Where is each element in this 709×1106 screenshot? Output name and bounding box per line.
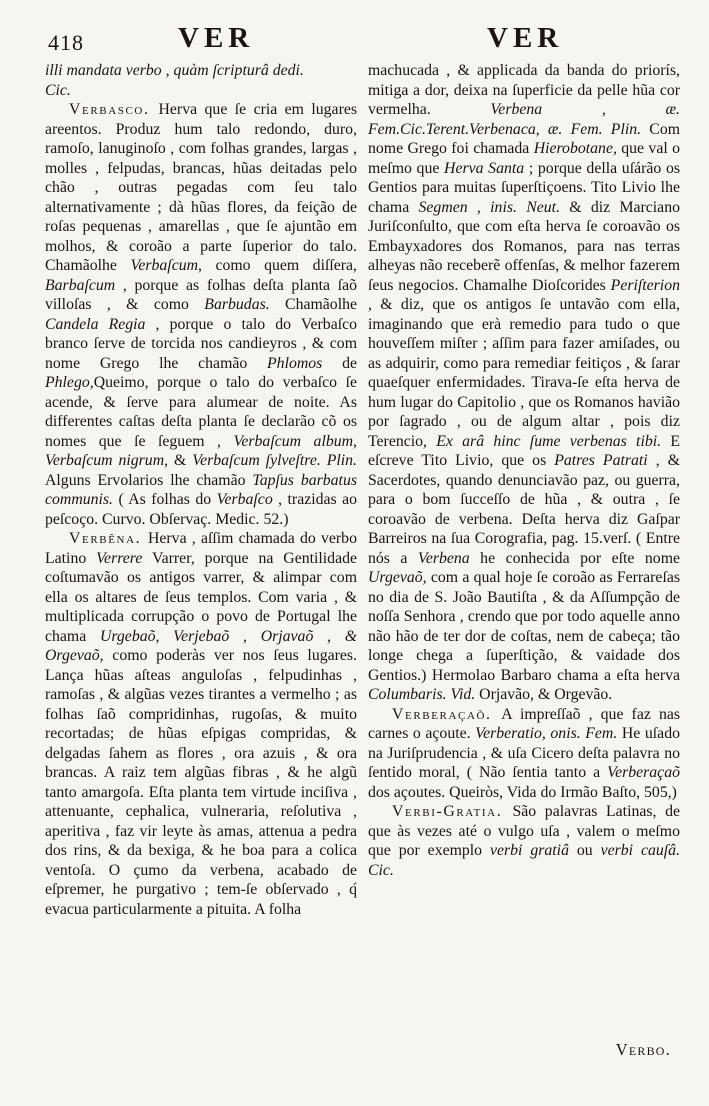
page-number: 418 xyxy=(48,30,84,55)
italic-text: Verbaſcum, xyxy=(130,257,202,274)
italic-text: Urgevaõ, xyxy=(368,569,427,586)
entry-headword: Verberaçaõ. xyxy=(392,705,502,723)
running-head-right: VER xyxy=(487,22,564,54)
italic-text: Ex arâ hinc ſume verbenas tibi. xyxy=(436,432,662,450)
italic-text: Phlego, xyxy=(45,374,94,391)
roman-text: Alguns Ervolarios lhe chamão xyxy=(45,471,253,489)
right-column xyxy=(368,61,680,1059)
roman-text: com a qual hoje ſe coroão as Ferrareſas no dia de S. João Bautiſta , & da Aſſumpção de noſſa Senhora , crendo que por todo aquelle anno não hão de ter dor de coſtas, nem de cabeça; tão longe chega a ſuperſtição, & vaidade dos Gentios.) Hermolao Barbaro chama a eſta herva xyxy=(368,569,680,684)
roman-text: ; porque della uſárão os Gentios para muitas ſuperſtiçoens. Tito Livio lhe chama xyxy=(368,159,680,216)
entry-verbena xyxy=(45,529,357,919)
roman-text: Orjavão, & Orgevão. xyxy=(475,686,613,703)
entry-verbasco xyxy=(45,100,357,529)
italic-text: Verberaçaõ xyxy=(607,764,680,781)
roman-text: dos açoutes. Queiròs, Vida do Irmão Baſto, 505,) xyxy=(368,783,677,801)
italic-text: verbi gratiâ xyxy=(489,842,569,859)
roman-text: como quem diſſera, xyxy=(201,257,357,274)
italic-text: Hierobotane, xyxy=(533,140,617,157)
italic-text: Verbaſco xyxy=(216,491,273,508)
roman-text: machucada , & applicada da banda do priorís, mitiga a dor, deixa na ſuperficie da pelle hũa cor vermelha. xyxy=(368,62,680,118)
italic-text: Verbaſcum album, Verbaſcum nigrum, xyxy=(45,432,357,469)
roman-text: Com nome Grego foi chamada xyxy=(368,120,680,157)
italic-text: verbi cauſâ. Cic. xyxy=(368,842,680,879)
entry-headword: Verbi-Gratia. xyxy=(392,803,513,820)
italic-text: Verrere xyxy=(96,549,143,567)
roman-text: de xyxy=(322,354,357,372)
italic-text: Barbaſcum xyxy=(45,276,116,294)
catchword xyxy=(616,1040,671,1060)
italic-text: Barbudas. xyxy=(204,296,270,313)
roman-text: Queimo, porque o talo do verbaſco ſe acende, & ſerve para alumear de noite. As differentes caſtas deſta planta ſe declarão cõ os nomes que ſe ſeguem , xyxy=(45,374,357,450)
entry-verbi-gratia xyxy=(368,802,680,880)
roman-text: , porque as folhas deſta planta ſaõ villoſas , & como xyxy=(45,276,357,313)
italic-text: Tapſus barbatus communis. xyxy=(45,471,357,508)
roman-text: Herva que ſe cria em lugares areentos. Produz hum talo redondo, duro, ramoſo, lanuginoſo , com folhas grandes, largas , molles , felpudas, brancas, hũas deitadas pelo chão , outras pegadas com ſeu talo alternativamente ; dà hũas flores, da feição de roſas pequenas , amarellas , que ſe ajuntão em molhos, & coroão a parte ſuperior do talo. Chamãolhe xyxy=(45,101,357,274)
continuation-verbena xyxy=(368,61,680,705)
roman-text: A impreſſaõ , que faz nas carnes o açoute. xyxy=(368,705,680,742)
italic-text: Patres Patrati xyxy=(554,452,648,469)
italic-text: Segmen , inis. Neut. xyxy=(418,198,561,216)
italic-text: Herva Santa xyxy=(444,159,525,177)
roman-text: , porque o talo do Verbaſco branco ſerve de torcida nos candieyros , & com nome Grego lhe chamão xyxy=(45,315,357,372)
entry-verberacao xyxy=(368,705,680,803)
running-head-left: VER xyxy=(178,22,255,54)
roman-text: Herva , aſſim chamada do verbo Latino xyxy=(45,530,357,567)
roman-text: he conhecida por eſte nome xyxy=(469,549,680,567)
roman-text: como poderàs ver nos ſeus lugares. Lança hũas aſteas anguloſas , felpudinhas , ramoſas , & algũas vezes tirantes a vermelho ; as folhas ſaõ compridinhas, rugoſas, & muito recortadas; de hũas eſpigas compridas, & delgadas ſahem as flores , ora azuis , & ora brancas. A raiz tem algũas fibras , & he algũ tanto amargoſa. Eſta planta tem virtude inciſiva , attenuante, cephalica, vulneraria, reſolutiva , aperitiva , faz vir leyte às amas, attenua a pedra dos rins, & da bexiga, & he boa para a colica ventoſa. O çumo da verbena, acabado de eſpremer, he purgativo ; tem-ſe obſervado , q́ evacua particularmente a pituita. A folha xyxy=(45,647,357,918)
italic-text: Periſterion xyxy=(610,276,680,294)
roman-text: Varrer, porque na Gentilidade coſtumavão os antigos varrer, & alimpar com ella os altares de ſeus templos. Com varia , & multiplicada corrupção o povo de Portugal lhe chama xyxy=(45,549,357,645)
italic-text: Candela Regia xyxy=(45,315,146,333)
roman-text: São palavras Latinas, de que às vezes até o vulgo uſa , valem o meſmo que por exemplo xyxy=(368,803,680,859)
italic-text: Verbaſcum ſylveſtre. Plin. xyxy=(192,452,357,469)
italic-text: Columbaris. Vid. xyxy=(368,686,476,703)
left-column xyxy=(45,61,357,1059)
roman-text: , & Sacerdotes, quando denunciavão paz, ou guerra, para o bom ſucceſſo de hũa , & outra , ſe coroavão de verbena. Deſta herva diz Gaſpar Barreiros na ſua Corografia, pag. 15.verſ. ( Entre nós a xyxy=(368,452,680,567)
italic-text: Verbena xyxy=(417,549,470,567)
roman-text: , & diz, que os antigos ſe untavão com ella, imaginando que erà remedio para tudo o que houveſſem miſter ; aſſim para fazer amiſades, ou as adquirir, como para remediar feitiços , & ſarar quaeſquer enfermidades. Tirava-ſe eſta herva de hum lugar do Capitolio , que os Romanos havião por ſagrado , ou de algum altar , pois diz Terencio, xyxy=(368,296,680,450)
roman-text: que val o meſmo que xyxy=(368,140,680,177)
catchword-text: Verbo. xyxy=(615,1040,671,1059)
roman-text: & xyxy=(168,452,193,469)
roman-text: ou xyxy=(568,842,601,859)
italic-text: Verbena , æ. Fem.Cic.Terent.Verbenaca, æ. Fem. Plin. xyxy=(368,101,680,138)
roman-text: , trazidas ao peſcoço. Curvo. Obſervaç. Medic. 52.) xyxy=(45,491,357,528)
roman-text: Chamãolhe xyxy=(269,296,357,313)
entry-headword: Verbasco. xyxy=(69,101,159,118)
continuation-from-previous-page xyxy=(45,61,357,100)
roman-text: He uſado na Juriſprudencia , & uſa Cicero deſta palavra no ſentido moral, ( Não ſentia tanto a xyxy=(368,725,680,781)
italic-text: Urgebaõ, Verjebaõ , Orjavaõ , & Orgevaõ, xyxy=(45,627,357,664)
entry-headword: Verbêna. xyxy=(69,530,148,547)
roman-text: & diz Marciano Juriſconſulto, que com eſta herva ſe coroavão os Embayxadores dos Romanos, para nas terras alheyas não receberẽ offenſas, & melhor fazerem ſeus negocios. Chamalhe Dioſcorides xyxy=(368,198,680,294)
italic-text: Verberatio, onis. Fem. xyxy=(475,725,618,742)
italic-text: Cic. xyxy=(45,81,71,99)
roman-text: ( As folhas do xyxy=(113,491,217,508)
italic-text: Phlomos xyxy=(267,354,323,372)
roman-text: E eſcreve Tito Livio, que os xyxy=(368,432,680,469)
italic-text: illi mandata verbo , quàm ſcripturâ dedi. xyxy=(45,62,304,79)
